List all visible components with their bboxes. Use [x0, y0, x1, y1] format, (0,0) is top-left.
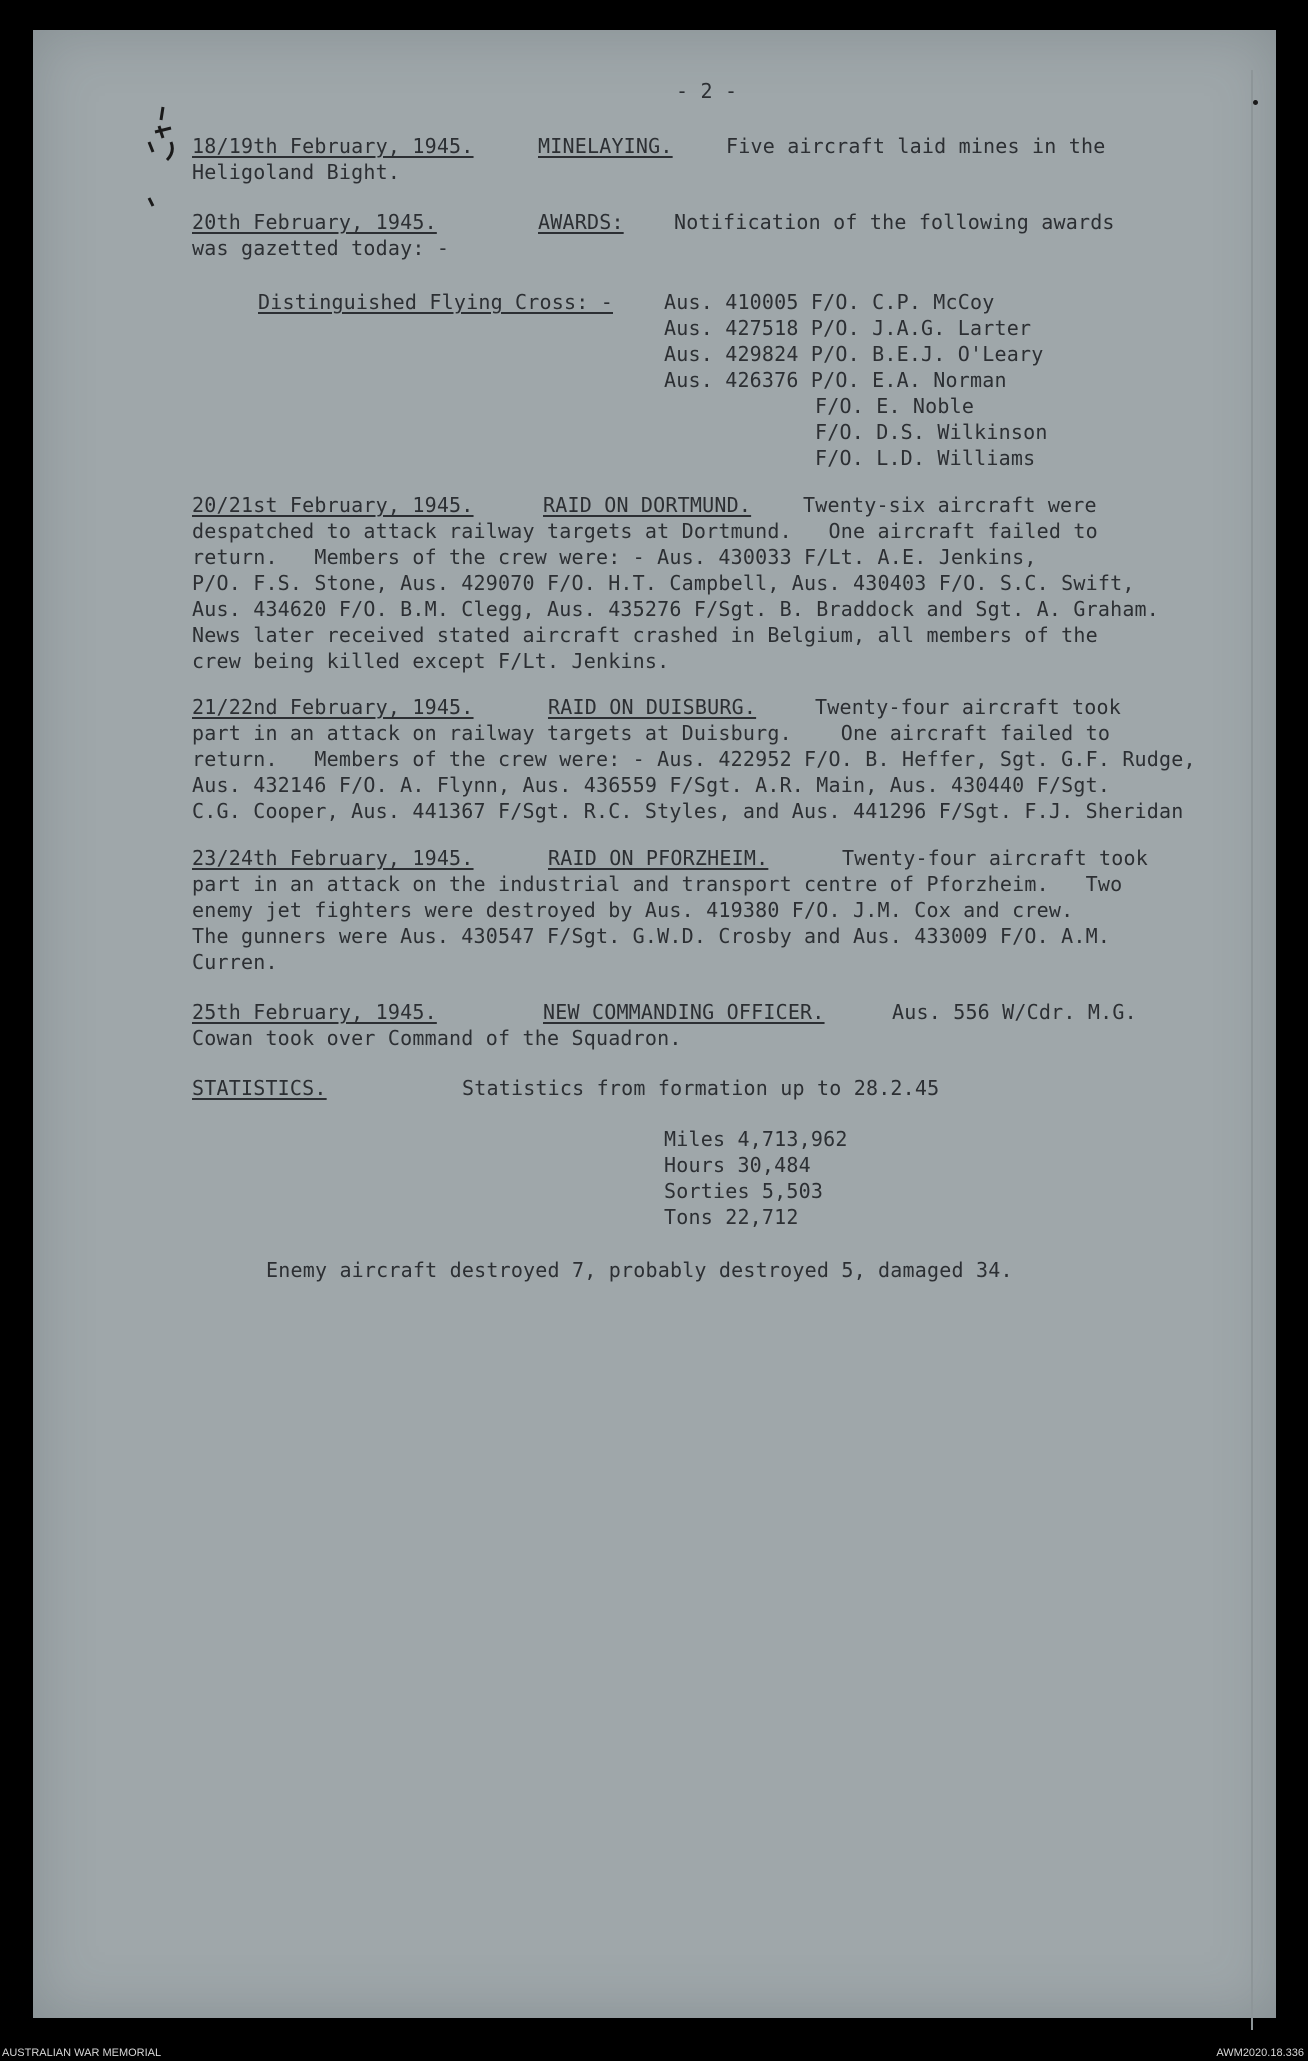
entry-date: 20th February, 1945. [192, 210, 437, 234]
entry-date: 25th February, 1945. [192, 1000, 437, 1024]
entry-date: 18/19th February, 1945. [192, 134, 474, 158]
footer-left: AUSTRALIAN WAR MEMORIAL [2, 2047, 162, 2059]
entry-line: Notification of the following awards [674, 210, 1115, 234]
raid-date: 20/21st February, 1945. [192, 493, 474, 517]
raid-line: P/O. F.S. Stone, Aus. 429070 F/O. H.T. Campbell, Aus. 430403 F/O. S.C. Swift, [192, 571, 1135, 595]
raid-line: return. Members of the crew were: - Aus. 422952 F/O. B. Heffer, Sgt. G.F. Rudge, [192, 747, 1196, 771]
page-fold-edge [1251, 70, 1253, 2030]
entry-heading: AWARDS: [538, 210, 624, 234]
raid-line: return. Members of the crew were: - Aus. 430033 F/Lt. A.E. Jenkins, [192, 545, 1037, 569]
entry-line: was gazetted today: - [192, 236, 450, 260]
statistics-item: Hours 30,484 [664, 1153, 811, 1177]
raid-line: News later received stated aircraft crashed in Belgium, all members of the [192, 623, 1098, 647]
punch-mark [1253, 100, 1258, 105]
raid-line: The gunners were Aus. 430547 F/Sgt. G.W.D. Crosby and Aus. 433009 F/O. A.M. [192, 924, 1111, 948]
raid-line: despatched to attack railway targets at Dortmund. One aircraft failed to [192, 519, 1098, 543]
statistics-item: Tons 22,712 [664, 1205, 799, 1229]
raid-date: 21/22nd February, 1945. [192, 695, 474, 719]
statistics-item: Sorties 5,503 [664, 1179, 824, 1203]
award-recipient: Aus. 427518 P/O. J.A.G. Larter [664, 316, 1032, 340]
raid-line: Twenty-six aircraft were [803, 493, 1097, 517]
entry-line: Cowan took over Command of the Squadron. [192, 1026, 682, 1050]
raid-line: C.G. Cooper, Aus. 441367 F/Sgt. R.C. Styles, and Aus. 441296 F/Sgt. F.J. Sheridan [192, 799, 1184, 823]
raid-line: Aus. 432146 F/O. A. Flynn, Aus. 436559 F/Sgt. A.R. Main, Aus. 430440 F/Sgt. [192, 773, 1111, 797]
award-recipient: Aus. 426376 P/O. E.A. Norman [664, 368, 1007, 392]
raid-date: 23/24th February, 1945. [192, 846, 474, 870]
statistics-item: Miles 4,713,962 [664, 1127, 848, 1151]
statistics-intro: Statistics from formation up to 28.2.45 [462, 1076, 940, 1100]
entry-line: Aus. 556 W/Cdr. M.G. [892, 1000, 1137, 1024]
award-recipient: F/O. L.D. Williams [815, 446, 1036, 470]
raid-heading: RAID ON DORTMUND. [543, 493, 752, 517]
raid-line: part in an attack on the industrial and transport centre of Pforzheim. Two [192, 872, 1123, 896]
raid-line: part in an attack on railway targets at Duisburg. One aircraft failed to [192, 721, 1111, 745]
footer-right: AWM2020.18.336 [1216, 2047, 1304, 2059]
award-label: Distinguished Flying Cross: - [258, 290, 613, 314]
enemy-aircraft-summary: Enemy aircraft destroyed 7, probably destroyed 5, damaged 34. [266, 1258, 1013, 1282]
raid-line: crew being killed except F/Lt. Jenkins. [192, 649, 670, 673]
page-number: - 2 - [676, 79, 738, 103]
raid-heading: RAID ON DUISBURG. [548, 695, 757, 719]
entry-line: Heligoland Bight. [192, 160, 401, 184]
award-recipient: F/O. D.S. Wilkinson [815, 420, 1048, 444]
entry-heading: NEW COMMANDING OFFICER. [543, 1000, 825, 1024]
raid-line: enemy jet fighters were destroyed by Aus. 419380 F/O. J.M. Cox and crew. [192, 898, 1074, 922]
entry-heading: MINELAYING. [538, 134, 673, 158]
award-recipient: Aus. 410005 F/O. C.P. McCoy [664, 290, 995, 314]
raid-line: Twenty-four aircraft took [815, 695, 1122, 719]
entry-line: Five aircraft laid mines in the [726, 134, 1106, 158]
statistics-heading: STATISTICS. [192, 1076, 327, 1100]
award-recipient: Aus. 429824 P/O. B.E.J. O'Leary [664, 342, 1044, 366]
raid-heading: RAID ON PFORZHEIM. [548, 846, 769, 870]
raid-line: Aus. 434620 F/O. B.M. Clegg, Aus. 435276 F/Sgt. B. Braddock and Sgt. A. Graham. [192, 597, 1160, 621]
raid-line: Curren. [192, 950, 278, 974]
award-recipient: F/O. E. Noble [815, 394, 975, 418]
raid-line: Twenty-four aircraft took [842, 846, 1149, 870]
